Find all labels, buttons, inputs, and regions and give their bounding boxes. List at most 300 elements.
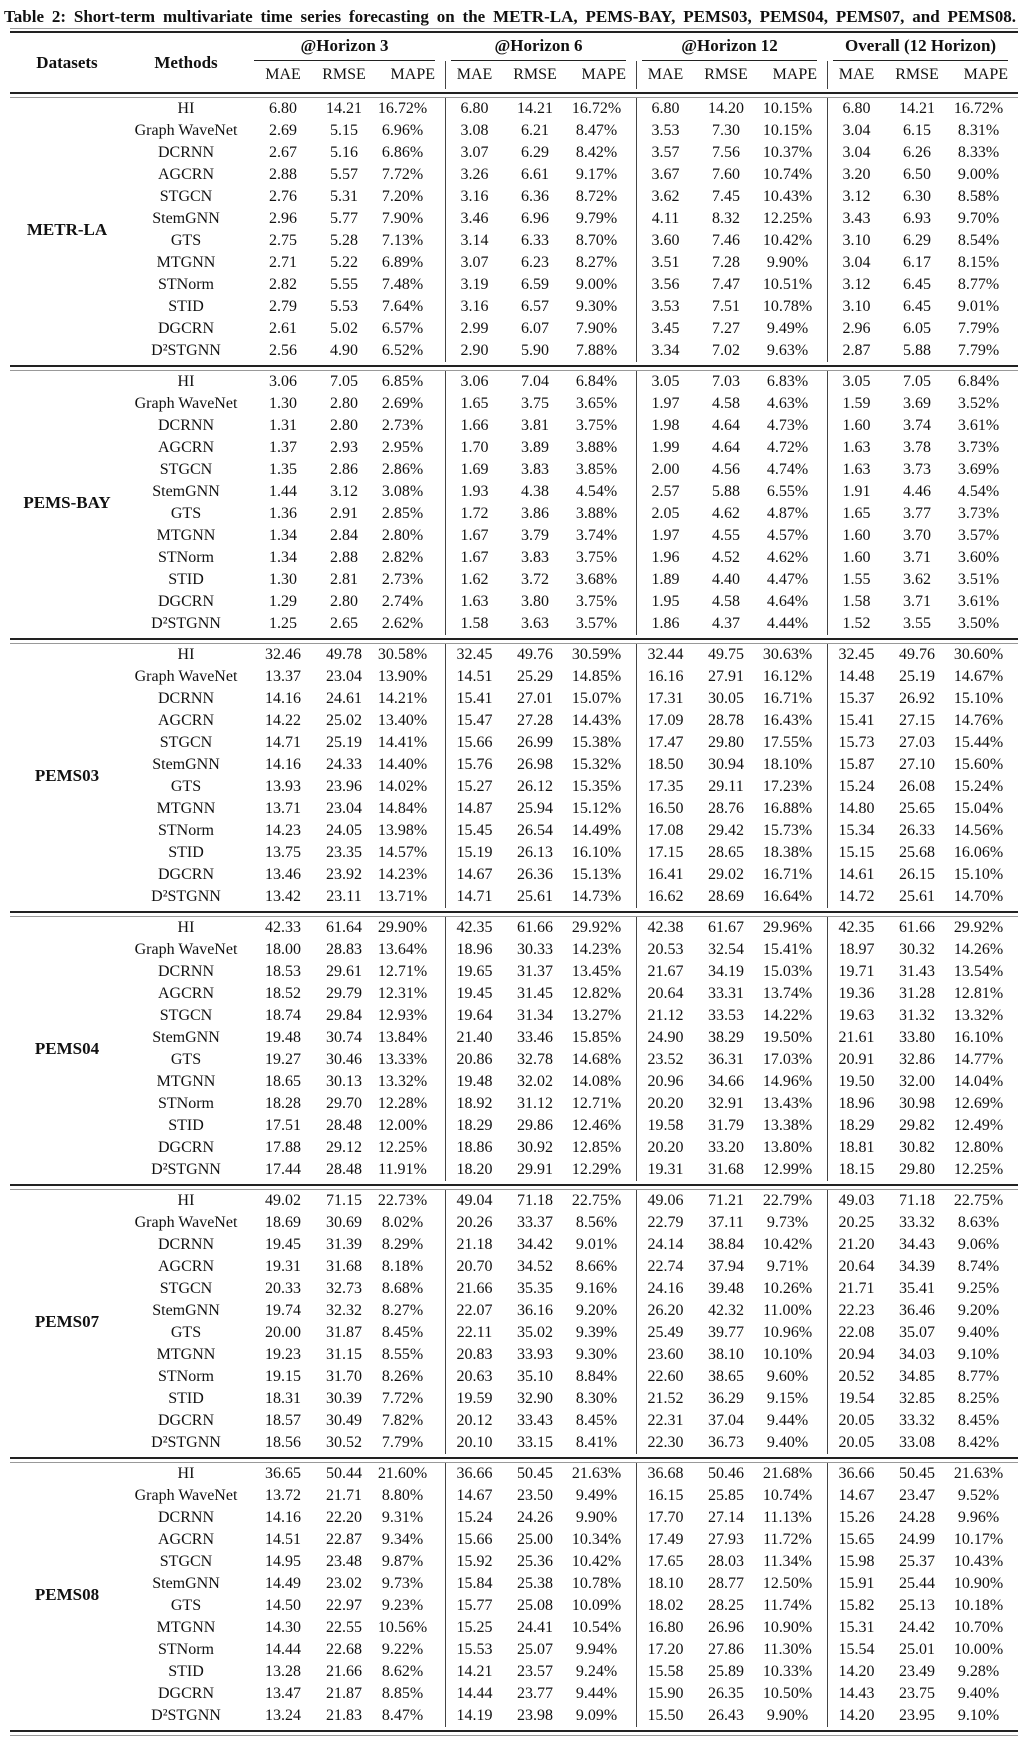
- cell-mae: 13.42: [265, 888, 301, 905]
- table-row: [10, 415, 1018, 437]
- cell-rmse: 4.37: [712, 615, 740, 632]
- dataset-block: [10, 917, 1018, 1190]
- cell-rmse: 6.26: [903, 144, 932, 161]
- cell-mape: 16.64%: [762, 888, 813, 905]
- cell-mae: 21.40: [445, 1027, 503, 1049]
- cell-mae: 14.49: [265, 1575, 301, 1592]
- cell-rmse: 25.85: [708, 1487, 744, 1504]
- cell-mape: 9.79%: [575, 210, 618, 227]
- cell-mape: 14.23%: [377, 866, 428, 883]
- cell-rmse: 7.05: [330, 373, 358, 390]
- cell-mae: 1.67: [445, 525, 503, 547]
- cell-rmse: 5.88: [903, 342, 932, 359]
- dataset-name: METR-LA: [26, 220, 108, 239]
- cell-mape: 12.82%: [571, 985, 622, 1002]
- cell-mae: 21.20: [827, 1234, 885, 1256]
- table-row: [10, 961, 1018, 983]
- cell-mape: 3.50%: [957, 615, 1000, 632]
- cell-mae: 2.82: [269, 276, 297, 293]
- method-name: DGCRN: [157, 320, 214, 337]
- cell-rmse: 23.75: [899, 1685, 936, 1702]
- cell-mae: 18.02: [636, 1595, 694, 1617]
- cell-rmse: 30.69: [326, 1214, 362, 1231]
- cell-mae: 14.67: [445, 864, 503, 886]
- cell-rmse: 29.61: [326, 963, 362, 980]
- cell-mae: 16.16: [636, 666, 694, 688]
- cell-mape: 10.10%: [762, 1346, 813, 1363]
- cell-mape: 7.79%: [381, 1434, 424, 1451]
- results-table: [10, 36, 1018, 1736]
- cell-mae: 32.44: [636, 644, 694, 666]
- cell-mape: 18.38%: [762, 844, 813, 861]
- method-name: HI: [177, 100, 195, 117]
- cell-mae: 2.69: [269, 122, 297, 139]
- cell-rmse: 6.59: [521, 276, 549, 293]
- cell-rmse: 33.53: [708, 1007, 744, 1024]
- group-header-horizon-6: [445, 36, 636, 61]
- cell-mae: 1.36: [269, 505, 297, 522]
- cell-rmse: 33.32: [899, 1214, 936, 1231]
- cell-rmse: 38.10: [708, 1346, 744, 1363]
- cell-mae: 3.60: [636, 230, 694, 252]
- table-row: [10, 644, 1018, 666]
- cell-mae: 3.51: [636, 252, 694, 274]
- cell-mape: 4.47%: [766, 571, 809, 588]
- cell-rmse: 6.93: [903, 210, 932, 227]
- method-name: STGCN: [159, 461, 213, 478]
- method-name: DCRNN: [157, 1236, 214, 1253]
- cell-rmse: 4.58: [712, 593, 740, 610]
- cell-rmse: 3.62: [903, 571, 932, 588]
- method-name: DCRNN: [157, 963, 214, 980]
- cell-mape: 8.41%: [575, 1434, 618, 1451]
- cell-mae: 3.16: [445, 296, 503, 318]
- method-name: StemGNN: [152, 756, 220, 773]
- cell-rmse: 25.02: [326, 712, 362, 729]
- cell-mape: 15.12%: [571, 800, 622, 817]
- table-row: [10, 886, 1018, 908]
- cell-mape: 9.09%: [575, 1707, 618, 1724]
- cell-mae: 1.34: [269, 527, 297, 544]
- cell-mae: 1.35: [269, 461, 297, 478]
- cell-mae: 1.69: [445, 459, 503, 481]
- cell-mae: 14.23: [265, 822, 301, 839]
- cell-mae: 15.77: [445, 1595, 503, 1617]
- cell-rmse: 28.48: [326, 1117, 362, 1134]
- cell-rmse: 61.64: [326, 919, 362, 936]
- cell-mape: 3.60%: [957, 549, 1000, 566]
- cell-mae: 22.30: [636, 1432, 694, 1454]
- cell-mae: 1.63: [827, 437, 885, 459]
- cell-rmse: 37.04: [708, 1412, 744, 1429]
- table-row: [10, 274, 1018, 296]
- cell-mape: 19.50%: [762, 1029, 813, 1046]
- cell-mape: 7.20%: [381, 188, 424, 205]
- cell-mape: 7.79%: [957, 320, 1000, 337]
- cell-rmse: 5.28: [330, 232, 358, 249]
- cell-rmse: 3.12: [330, 483, 358, 500]
- cell-mape: 6.57%: [381, 320, 424, 337]
- cell-mape: 10.34%: [571, 1531, 622, 1548]
- cell-mape: 14.26%: [953, 941, 1004, 958]
- cell-mae: 3.26: [445, 164, 503, 186]
- cell-mape: 3.75%: [575, 593, 618, 610]
- cell-mape: 8.45%: [957, 1412, 1000, 1429]
- cell-mae: 18.56: [265, 1434, 301, 1451]
- cell-rmse: 32.85: [899, 1390, 936, 1407]
- cell-mae: 18.10: [636, 1573, 694, 1595]
- cell-mae: 19.71: [827, 961, 885, 983]
- cell-mape: 3.73%: [957, 439, 1000, 456]
- dataset-block: [10, 371, 1018, 644]
- dataset-name: PEMS07: [34, 1312, 100, 1331]
- group-label: @Horizon 12: [642, 36, 817, 61]
- cell-mape: 17.03%: [762, 1051, 813, 1068]
- cell-mae: 13.72: [265, 1487, 301, 1504]
- cell-mape: 10.18%: [953, 1597, 1004, 1614]
- table-row: [10, 1071, 1018, 1093]
- cell-rmse: 25.19: [326, 734, 362, 751]
- group-header-horizon-12: [636, 36, 827, 61]
- table-row: [10, 1683, 1018, 1705]
- methods-header: Methods: [154, 52, 218, 72]
- method-name: D²STGNN: [151, 342, 221, 359]
- cell-rmse: 26.13: [517, 844, 553, 861]
- cell-mae: 1.58: [445, 613, 503, 635]
- cell-mape: 10.96%: [762, 1324, 813, 1341]
- cell-mae: 15.91: [827, 1573, 885, 1595]
- cell-mape: 9.40%: [957, 1324, 1000, 1341]
- cell-mape: 9.28%: [957, 1663, 1000, 1680]
- cell-mae: 20.33: [265, 1280, 301, 1297]
- cell-rmse: 4.64: [712, 417, 740, 434]
- cell-mape: 8.31%: [957, 122, 1000, 139]
- cell-rmse: 23.47: [899, 1487, 936, 1504]
- cell-mape: 4.44%: [766, 615, 809, 632]
- cell-mae: 3.04: [827, 252, 885, 274]
- cell-rmse: 3.86: [521, 505, 549, 522]
- cell-mae: 3.19: [445, 274, 503, 296]
- cell-mae: 1.30: [269, 571, 297, 588]
- cell-mae: 18.15: [827, 1159, 885, 1181]
- cell-rmse: 29.91: [517, 1161, 553, 1178]
- cell-mae: 14.67: [827, 1485, 885, 1507]
- cell-rmse: 35.41: [899, 1280, 936, 1297]
- cell-mae: 15.26: [827, 1507, 885, 1529]
- cell-mape: 10.37%: [762, 144, 813, 161]
- table-row: [10, 318, 1018, 340]
- cell-rmse: 32.90: [517, 1390, 553, 1407]
- table-row: [10, 1595, 1018, 1617]
- cell-mape: 2.69%: [381, 395, 424, 412]
- cell-mape: 3.61%: [957, 593, 1000, 610]
- metric-header-mae: MAE: [265, 66, 301, 83]
- cell-mape: 3.88%: [575, 439, 618, 456]
- cell-mae: 3.46: [445, 208, 503, 230]
- cell-mape: 15.04%: [953, 800, 1004, 817]
- cell-rmse: 27.28: [517, 712, 553, 729]
- cell-rmse: 31.68: [326, 1258, 362, 1275]
- table-caption: Table 2: Short-term multivariate time series forecasting on the METR-LA, PEMS-BAY, PEMS03, PEMS04, PEMS07, and PEMS08.: [4, 7, 1016, 26]
- table-row: [10, 1278, 1018, 1300]
- cell-mae: 18.97: [827, 939, 885, 961]
- cell-mae: 3.53: [636, 120, 694, 142]
- dataset-name: PEMS08: [34, 1585, 100, 1604]
- cell-mae: 22.79: [636, 1212, 694, 1234]
- cell-mape: 8.70%: [575, 232, 618, 249]
- table-header: [10, 36, 1018, 98]
- method-name: StemGNN: [152, 1302, 220, 1319]
- dataset-name: PEMS03: [34, 766, 100, 785]
- table-row: [10, 371, 1018, 393]
- cell-mape: 8.55%: [381, 1346, 424, 1363]
- method-name: Graph WaveNet: [134, 1214, 238, 1231]
- cell-mape: 13.84%: [377, 1029, 428, 1046]
- cell-rmse: 2.80: [330, 593, 358, 610]
- cell-mape: 16.72%: [571, 100, 622, 117]
- cell-mae: 49.02: [265, 1192, 301, 1209]
- cell-mape: 30.60%: [953, 646, 1004, 663]
- method-name: STNorm: [158, 1095, 214, 1112]
- cell-rmse: 34.42: [517, 1236, 553, 1253]
- cell-rmse: 3.63: [521, 615, 549, 632]
- cell-rmse: 26.54: [517, 822, 553, 839]
- cell-rmse: 7.05: [903, 373, 932, 390]
- cell-mae: 19.54: [827, 1388, 885, 1410]
- cell-rmse: 3.83: [521, 461, 549, 478]
- cell-mae: 1.44: [269, 483, 297, 500]
- method-name: MTGNN: [156, 800, 216, 817]
- cell-mae: 26.20: [636, 1300, 694, 1322]
- cell-mape: 9.52%: [957, 1487, 1000, 1504]
- cell-mae: 18.28: [265, 1095, 301, 1112]
- cell-mape: 22.79%: [762, 1192, 813, 1209]
- method-name: DGCRN: [157, 866, 214, 883]
- cell-mae: 3.10: [827, 230, 885, 252]
- method-name: HI: [177, 1465, 195, 1482]
- cell-rmse: 33.20: [708, 1139, 744, 1156]
- cell-rmse: 5.31: [330, 188, 358, 205]
- cell-mape: 9.90%: [575, 1509, 618, 1526]
- cell-mape: 9.15%: [766, 1390, 809, 1407]
- cell-mae: 17.65: [636, 1551, 694, 1573]
- method-name: STNorm: [158, 276, 214, 293]
- method-name: STGCN: [159, 1553, 213, 1570]
- cell-rmse: 37.94: [708, 1258, 744, 1275]
- cell-mae: 36.68: [636, 1463, 694, 1485]
- cell-mape: 9.10%: [957, 1346, 1000, 1363]
- cell-rmse: 25.37: [899, 1553, 936, 1570]
- cell-mae: 15.41: [445, 688, 503, 710]
- cell-rmse: 3.80: [521, 593, 549, 610]
- block-rule: [10, 1181, 1018, 1190]
- cell-mape: 9.40%: [957, 1685, 1000, 1702]
- cell-mape: 8.84%: [575, 1368, 618, 1385]
- cell-rmse: 31.45: [517, 985, 553, 1002]
- cell-mape: 8.30%: [575, 1390, 618, 1407]
- cell-mae: 17.49: [636, 1529, 694, 1551]
- cell-mae: 14.22: [265, 712, 301, 729]
- cell-mape: 9.22%: [381, 1641, 424, 1658]
- table-row: [10, 1212, 1018, 1234]
- cell-mape: 3.69%: [957, 461, 1000, 478]
- cell-mae: 14.72: [827, 886, 885, 908]
- cell-mape: 9.87%: [381, 1553, 424, 1570]
- cell-mape: 12.46%: [571, 1117, 622, 1134]
- cell-rmse: 7.60: [712, 166, 740, 183]
- cell-rmse: 7.46: [712, 232, 740, 249]
- metric-header-mape: MAPE: [581, 66, 626, 83]
- top-rule: [10, 28, 1018, 33]
- cell-mae: 19.48: [445, 1071, 503, 1093]
- cell-mae: 1.97: [636, 393, 694, 415]
- cell-mae: 16.50: [636, 798, 694, 820]
- cell-rmse: 31.37: [517, 963, 553, 980]
- cell-mae: 13.46: [265, 866, 301, 883]
- cell-mape: 15.38%: [571, 734, 622, 751]
- method-name: D²STGNN: [151, 1434, 221, 1451]
- cell-mape: 9.73%: [766, 1214, 809, 1231]
- cell-mae: 2.88: [269, 166, 297, 183]
- cell-rmse: 38.84: [708, 1236, 744, 1253]
- cell-rmse: 5.16: [330, 144, 358, 161]
- cell-mape: 10.42%: [571, 1553, 622, 1570]
- cell-rmse: 29.02: [708, 866, 744, 883]
- cell-mae: 32.45: [827, 644, 885, 666]
- cell-mape: 14.73%: [571, 888, 622, 905]
- cell-mape: 7.82%: [381, 1412, 424, 1429]
- cell-mape: 2.73%: [381, 417, 424, 434]
- table-row: [10, 1410, 1018, 1432]
- cell-mae: 1.97: [636, 525, 694, 547]
- cell-rmse: 61.66: [899, 919, 936, 936]
- cell-mape: 8.26%: [381, 1368, 424, 1385]
- cell-rmse: 29.11: [708, 778, 744, 795]
- cell-mae: 3.62: [636, 186, 694, 208]
- method-name: STGCN: [159, 1280, 213, 1297]
- cell-rmse: 21.66: [326, 1663, 362, 1680]
- cell-mae: 6.80: [827, 98, 885, 120]
- table-row: [10, 208, 1018, 230]
- cell-rmse: 26.92: [899, 690, 936, 707]
- cell-rmse: 30.52: [326, 1434, 362, 1451]
- cell-rmse: 23.35: [326, 844, 362, 861]
- block-rule: [10, 635, 1018, 644]
- table-row: [10, 525, 1018, 547]
- cell-rmse: 7.30: [712, 122, 740, 139]
- cell-mae: 1.67: [445, 547, 503, 569]
- cell-rmse: 6.61: [521, 166, 549, 183]
- method-name: MTGNN: [156, 1073, 216, 1090]
- cell-mape: 7.88%: [575, 342, 618, 359]
- cell-rmse: 23.57: [517, 1663, 553, 1680]
- table-row: [10, 1093, 1018, 1115]
- cell-rmse: 36.46: [899, 1302, 936, 1319]
- table-row: [10, 1027, 1018, 1049]
- cell-mape: 9.34%: [381, 1531, 424, 1548]
- cell-mae: 20.25: [827, 1212, 885, 1234]
- cell-mape: 9.60%: [766, 1368, 809, 1385]
- cell-mape: 29.92%: [571, 919, 622, 936]
- cell-mae: 16.80: [636, 1617, 694, 1639]
- cell-mape: 10.09%: [571, 1597, 622, 1614]
- method-name: STGCN: [159, 734, 213, 751]
- cell-rmse: 21.71: [326, 1487, 362, 1504]
- cell-rmse: 50.45: [517, 1465, 553, 1482]
- cell-mae: 2.87: [827, 340, 885, 362]
- cell-rmse: 25.07: [517, 1641, 553, 1658]
- cell-rmse: 3.77: [903, 505, 932, 522]
- table-row: [10, 983, 1018, 1005]
- cell-rmse: 42.32: [708, 1302, 744, 1319]
- cell-rmse: 4.90: [330, 342, 358, 359]
- cell-rmse: 4.38: [521, 483, 549, 500]
- cell-rmse: 33.80: [899, 1029, 936, 1046]
- cell-rmse: 27.01: [517, 690, 553, 707]
- method-name: AGCRN: [157, 166, 214, 183]
- cell-rmse: 31.87: [326, 1324, 362, 1341]
- cell-rmse: 31.43: [899, 963, 936, 980]
- cell-rmse: 29.86: [517, 1117, 553, 1134]
- cell-mape: 13.54%: [953, 963, 1004, 980]
- cell-rmse: 28.78: [708, 712, 744, 729]
- cell-mape: 13.32%: [377, 1073, 428, 1090]
- cell-mape: 13.71%: [377, 888, 428, 905]
- method-name: MTGNN: [156, 1346, 216, 1363]
- table-row: [10, 842, 1018, 864]
- method-name: STNorm: [158, 1641, 214, 1658]
- cell-rmse: 4.46: [903, 483, 932, 500]
- cell-rmse: 28.69: [708, 888, 744, 905]
- cell-mae: 19.59: [445, 1388, 503, 1410]
- cell-mae: 22.31: [636, 1410, 694, 1432]
- metric-header-mae: MAE: [827, 61, 885, 89]
- cell-mae: 24.16: [636, 1278, 694, 1300]
- cell-rmse: 25.44: [899, 1575, 936, 1592]
- cell-mape: 15.32%: [571, 756, 622, 773]
- cell-rmse: 26.96: [708, 1619, 744, 1636]
- cell-mape: 9.01%: [957, 298, 1000, 315]
- cell-rmse: 4.58: [712, 395, 740, 412]
- cell-rmse: 35.02: [517, 1324, 553, 1341]
- cell-mape: 14.77%: [953, 1051, 1004, 1068]
- cell-rmse: 32.02: [517, 1073, 553, 1090]
- cell-mae: 15.76: [445, 754, 503, 776]
- cell-rmse: 31.15: [326, 1346, 362, 1363]
- cell-mape: 9.71%: [766, 1258, 809, 1275]
- cell-mape: 14.21%: [377, 690, 428, 707]
- cell-mae: 3.57: [636, 142, 694, 164]
- method-name: GTS: [170, 1597, 202, 1614]
- cell-mape: 16.10%: [953, 1029, 1004, 1046]
- cell-mape: 16.43%: [762, 712, 813, 729]
- cell-mape: 10.43%: [953, 1553, 1004, 1570]
- method-name: Graph WaveNet: [134, 1487, 238, 1504]
- cell-mape: 12.69%: [953, 1095, 1004, 1112]
- cell-rmse: 2.65: [330, 615, 358, 632]
- cell-mae: 3.14: [445, 230, 503, 252]
- cell-mape: 14.67%: [953, 668, 1004, 685]
- method-name: STGCN: [159, 1007, 213, 1024]
- cell-mae: 2.79: [269, 298, 297, 315]
- cell-mae: 3.56: [636, 274, 694, 296]
- cell-mae: 22.08: [827, 1322, 885, 1344]
- cell-rmse: 5.57: [330, 166, 358, 183]
- cell-rmse: 27.10: [899, 756, 936, 773]
- cell-mae: 3.12: [827, 186, 885, 208]
- cell-mae: 16.15: [636, 1485, 694, 1507]
- cell-mae: 20.20: [636, 1137, 694, 1159]
